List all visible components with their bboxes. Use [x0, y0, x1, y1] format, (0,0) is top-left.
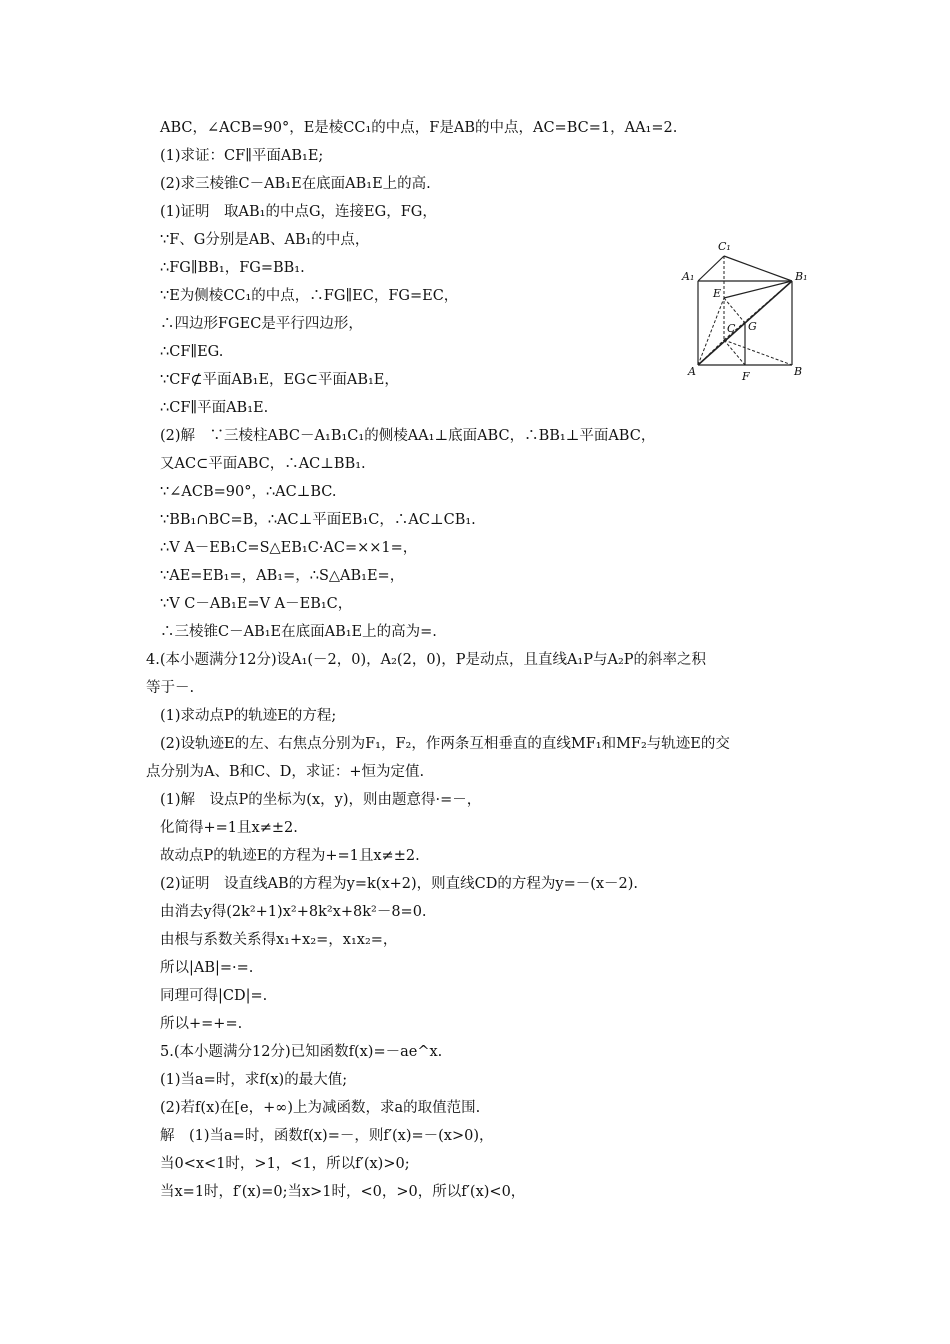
label-c1: C₁ — [718, 240, 731, 253]
text-line: ∴CF∥EG. — [160, 344, 224, 360]
text-line: (2)求三棱锥C－AB₁E在底面AB₁E上的高. — [160, 176, 431, 192]
prism-figure — [676, 234, 816, 384]
text-line: (2)若f(x)在[e，+∞)上为减函数，求a的取值范围. — [160, 1100, 481, 1116]
text-line: ∵∠ACB=90°，∴AC⊥BC. — [160, 484, 337, 500]
label-b: B — [794, 365, 803, 378]
text-line: (1)求证：CF∥平面AB₁E; — [160, 148, 324, 164]
text-line: 由消去y得(2k²+1)x²+8k²x+8k²－8=0. — [160, 904, 427, 920]
text-line: ∴FG∥BB₁，FG=BB₁. — [160, 260, 305, 276]
text-line: 又AC⊂平面ABC，∴AC⊥BB₁. — [160, 456, 366, 472]
label-c: C — [727, 322, 736, 335]
text-line: 化简得+=1且x≠±2. — [160, 820, 298, 836]
text-line: ∴V A－EB₁C=S△EB₁C·AC=××1=， — [160, 540, 418, 556]
text-line: 当0<x<1时，>1，<1，所以f′(x)>0; — [160, 1156, 410, 1172]
text-line: ∵F、G分别是AB、AB₁的中点， — [160, 232, 370, 248]
text-line: 当x=1时，f′(x)=0;当x>1时，<0，>0，所以f′(x)<0， — [160, 1184, 526, 1200]
text-line: ∵AE=EB₁=，AB₁=，∴S△AB₁E=， — [160, 568, 405, 584]
text-line: 由根与系数关系得x₁+x₂=，x₁x₂=， — [160, 932, 398, 948]
text-line: ∴四边形FGEC是平行四边形， — [160, 316, 363, 332]
prism-diagram — [676, 234, 816, 384]
text-line: 所以|AB|=·=. — [160, 960, 254, 976]
text-line: (1)证明 取AB₁的中点G，连接EG，FG， — [160, 204, 437, 220]
text-line: (2)设轨迹E的左、右焦点分别为F₁，F₂，作两条互相垂直的直线MF₁和MF₂与轨迹E的交 — [160, 736, 730, 752]
label-f: F — [742, 370, 750, 383]
text-line: (1)解 设点P的坐标为(x，y)，则由题意得·=－， — [160, 792, 482, 808]
label-b1: B₁ — [795, 270, 808, 283]
edge-c1b1 — [724, 256, 792, 281]
text-line: (1)求动点P的轨迹E的方程; — [160, 708, 337, 724]
segment-eg — [724, 298, 745, 323]
text-line: (2)证明 设直线AB的方程为y=k(x+2)，则直线CD的方程为y=－(x－2). — [160, 876, 639, 892]
text-line: ∵CF⊄平面AB₁E，EG⊂平面AB₁E， — [160, 372, 399, 388]
edge-a1c1 — [698, 256, 724, 281]
text-line: 4.(本小题满分12分)设A₁(－2，0)，A₂(2，0)，P是动点，且直线A₁P与A₂P的斜率之积 — [146, 652, 707, 668]
label-e: E — [713, 287, 722, 300]
label-a: A — [688, 365, 696, 378]
text-line: 点分别为A、B和C、D，求证：+恒为定值. — [146, 764, 425, 780]
text-line: ∴CF∥平面AB₁E. — [160, 400, 269, 416]
text-line: ∵E为侧棱CC₁的中点，∴FG∥EC，FG=EC， — [160, 288, 459, 304]
text-line: 5.(本小题满分12分)已知函数f(x)=－ae^x. — [160, 1044, 443, 1060]
label-g: G — [748, 320, 757, 333]
text-line: 所以+=+=. — [160, 1016, 243, 1032]
text-line: ABC，∠ACB=90°，E是棱CC₁的中点，F是AB的中点，AC=BC=1，AA₁=2. — [160, 120, 678, 136]
text-line: 等于－. — [146, 680, 195, 696]
text-line: 故动点P的轨迹E的方程为+=1且x≠±2. — [160, 848, 420, 864]
text-line: ∴三棱锥C－AB₁E在底面AB₁E上的高为=. — [160, 624, 437, 640]
label-a1: A₁ — [682, 270, 695, 283]
text-line: 同理可得|CD|=. — [160, 988, 268, 1004]
text-line: ∵V C－AB₁E=V A－EB₁C， — [160, 596, 353, 612]
segment-ae — [698, 298, 724, 365]
text-line: (2)解 ∵三棱柱ABC－A₁B₁C₁的侧棱AA₁⊥底面ABC，∴BB₁⊥平面ABC， — [160, 428, 656, 444]
text-line: 解 (1)当a=时，函数f(x)=－，则f′(x)=－(x>0)， — [160, 1128, 494, 1144]
text-line: (1)当a=时，求f(x)的最大值; — [160, 1072, 348, 1088]
text-line: ∵BB₁∩BC=B，∴AC⊥平面EB₁C，∴AC⊥CB₁. — [160, 512, 476, 528]
